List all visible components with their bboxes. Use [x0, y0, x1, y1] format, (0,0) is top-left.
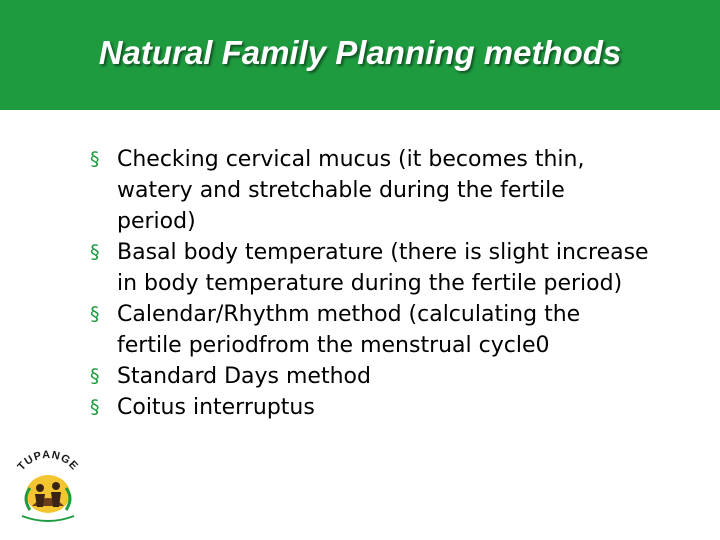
bullet-text: Checking cervical mucus (it becomes thin, watery and stretchable during the fertile period) — [117, 147, 585, 234]
bullet-marker: § — [90, 396, 100, 418]
bullet-marker: § — [90, 148, 100, 170]
tupange-logo-icon — [8, 440, 88, 528]
bullet-item — [90, 361, 650, 392]
bullet-text: Basal body temperature (there is slight increase in body temperature during the fertile period) — [117, 240, 649, 296]
bullet-text: Standard Days method — [117, 364, 371, 389]
bullet-marker: § — [90, 365, 100, 387]
bullet-list — [90, 144, 650, 423]
bullet-text: Coitus interruptus — [117, 395, 315, 420]
bullet-marker: § — [90, 241, 100, 263]
slide-title: Natural Family Planning methods — [98, 34, 622, 71]
bullet-item — [90, 144, 650, 237]
bullet-item — [90, 392, 650, 423]
bullet-item — [90, 237, 650, 299]
bullet-text: Calendar/Rhythm method (calculating the fertile periodfrom the menstrual cycle0 — [117, 302, 581, 358]
title-bar — [0, 0, 720, 110]
bullet-item — [90, 299, 650, 361]
logo-text: TUPANGE — [15, 448, 81, 474]
svg-text:TUPANGE — [15, 449, 80, 473]
bullet-marker: § — [90, 303, 100, 325]
